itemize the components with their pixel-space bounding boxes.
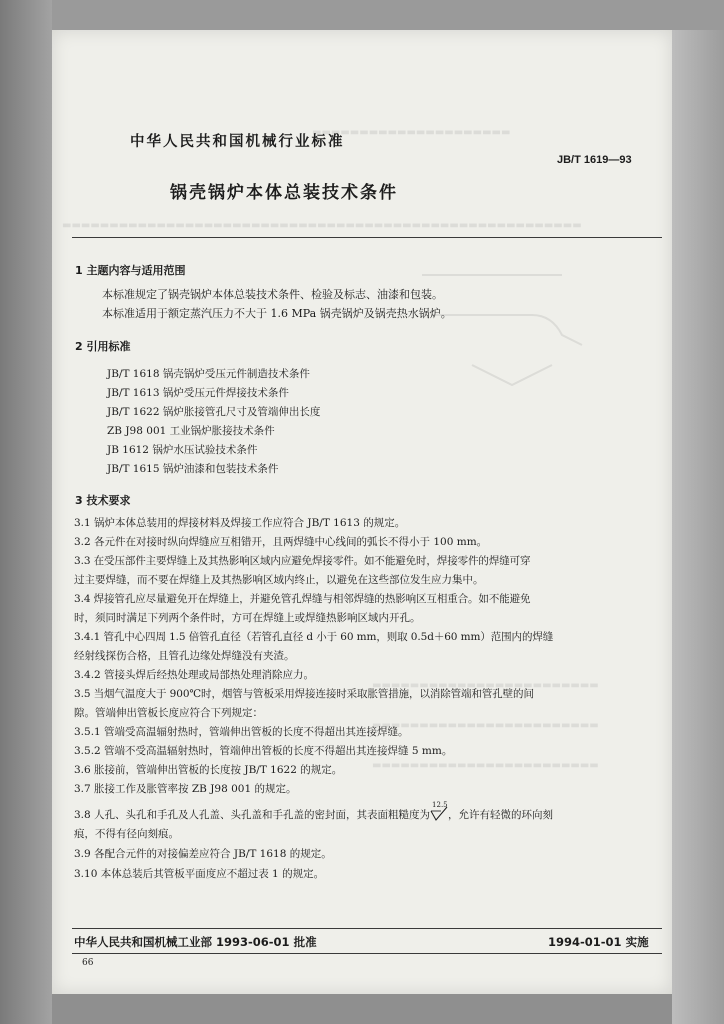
section-2-heading: 2 引用标准 <box>75 340 131 353</box>
bleed-through: ▬▬▬▬▬▬▬▬▬▬▬▬▬▬▬▬▬▬▬▬▬▬▬▬ <box>372 760 599 771</box>
section-1-heading: 1 主题内容与适用范围 <box>75 264 186 277</box>
reference-item: JB 1612 锅炉水压试验技术条件 <box>107 444 258 456</box>
clause-3-4-2: 3.4.2 管接头焊后经热处理或局部热处理消除应力。 <box>74 669 315 681</box>
clause-3-2: 3.2 各元件在对接时纵向焊缝应互相错开，且两焊缝中心线间的弧长不得小于 100 mm。 <box>74 536 488 548</box>
approval-line: 中华人民共和国机械工业部 1993-06-01 批准 <box>74 935 317 949</box>
bleed-through: ▬▬▬▬▬▬▬▬▬▬▬▬▬▬▬▬▬▬▬▬▬▬▬▬ <box>372 720 599 731</box>
reference-item: JB/T 1615 锅炉油漆和包装技术条件 <box>107 463 279 475</box>
page-number: 66 <box>82 958 94 968</box>
scan-right-edge <box>672 30 724 1024</box>
clause-3-5-2: 3.5.2 管端不受高温辐射热时，管端伸出管板的长度不得超出其连接焊缝 5 mm。 <box>74 745 453 757</box>
clause-3-5-cont: 隙。管端伸出管板长度应符合下列规定： <box>74 707 263 719</box>
footer-divider <box>72 928 662 929</box>
clause-3-9: 3.9 各配合元件的对接偏差应符合 JB/T 1618 的规定。 <box>74 848 332 860</box>
implementation-date: 1994-01-01 实施 <box>548 935 649 949</box>
clause-3-8-cont: 痕，不得有径向刻痕。 <box>74 828 179 840</box>
clause-3-8-text-tail: ，允许有轻微的环向刻 <box>448 809 554 821</box>
scan-left-edge <box>0 0 52 1024</box>
footer-bottom-divider <box>72 953 662 954</box>
roughness-value: 12.5 <box>432 801 448 809</box>
clause-3-4-1: 3.4.1 管孔中心四周 1.5 倍管孔直径（若管孔直径 d 小于 60 mm，则取 0.5d＋60 mm）范围内的焊缝 <box>74 631 554 643</box>
clause-3-6: 3.6 胀接前，管端伸出管板的长度按 JB/T 1622 的规定。 <box>74 764 343 776</box>
bleed-through: ▬▬▬▬▬▬▬▬▬▬▬▬▬▬▬▬▬▬▬▬▬ <box>312 127 511 138</box>
bleed-through: ▬▬▬▬▬▬▬▬▬▬▬▬▬▬▬▬▬▬▬▬▬▬▬▬▬▬▬▬▬▬▬▬▬▬▬▬▬▬▬▬▬▬▬▬▬▬▬▬▬▬▬▬▬▬▬ <box>62 220 582 231</box>
scan-top-edge <box>52 0 724 30</box>
clause-3-7: 3.7 胀接工作及胀管率按 ZB J98 001 的规定。 <box>74 783 297 795</box>
reference-item: JB/T 1618 锅壳锅炉受压元件制造技术条件 <box>107 368 310 380</box>
bleed-through-figure <box>412 255 592 435</box>
clause-3-5: 3.5 当烟气温度大于 900℃时，烟管与管板采用焊接连接时采取胀管措施，以消除管端和管孔壁的间 <box>74 688 534 700</box>
industry-standard-title: 中华人民共和国机械行业标准 <box>130 134 345 150</box>
document-title: 锅壳锅炉本体总装技术条件 <box>170 183 398 203</box>
document-page <box>52 30 672 994</box>
clause-3-10: 3.10 本体总装后其管板平面度应不超过表 1 的规定。 <box>74 868 325 880</box>
clause-3-8-text: 3.8 人孔、头孔和手孔及人孔盖、头孔盖和手孔盖的密封面，其表面粗糙度为 <box>74 809 431 821</box>
surface-roughness-symbol <box>430 801 448 822</box>
clause-3-3-cont: 过主要焊缝，而不要在焊缝上及其热影响区域内终止，以避免在这些部位发生应力集中。 <box>74 574 484 586</box>
standard-code: JB/T 1619—93 <box>557 154 632 166</box>
clause-3-8 <box>74 801 672 822</box>
reference-item: ZB J98 001 工业锅炉胀接技术条件 <box>107 425 275 437</box>
roughness-check-icon <box>430 806 448 822</box>
reference-item: JB/T 1622 锅炉胀接管孔尺寸及管端伸出长度 <box>107 406 321 418</box>
clause-3-4-1-cont: 经射线探伤合格，且管孔边缘处焊缝没有夹渣。 <box>74 650 295 662</box>
section-3-heading: 3 技术要求 <box>75 494 131 507</box>
clause-3-1: 3.1 锅炉本体总装用的焊接材料及焊接工作应符合 JB/T 1613 的规定。 <box>74 517 406 529</box>
clause-3-4-cont: 时，须同时满足下列两个条件时，方可在焊缝上或焊缝热影响区域内开孔。 <box>74 612 421 624</box>
reference-item: JB/T 1613 锅炉受压元件焊接技术条件 <box>107 387 289 399</box>
header-divider <box>72 237 662 238</box>
section-1-paragraph: 本标准规定了锅壳锅炉本体总装技术条件、检验及标志、油漆和包装。 <box>102 288 443 301</box>
section-1-paragraph: 本标准适用于额定蒸汽压力不大于 1.6 MPa 锅壳锅炉及锅壳热水锅炉。 <box>102 307 452 320</box>
clause-3-5-1: 3.5.1 管端受高温辐射热时，管端伸出管板的长度不得超出其连接焊缝。 <box>74 726 409 738</box>
clause-3-3: 3.3 在受压部件主要焊缝上及其热影响区域内应避免焊接零件。如不能避免时，焊接零件的焊缝可穿 <box>74 555 531 567</box>
bleed-through: ▬▬▬▬▬▬▬▬▬▬▬▬▬▬▬▬▬▬▬▬▬▬▬▬ <box>372 680 599 691</box>
clause-3-4: 3.4 焊接管孔应尽量避免开在焊缝上，并避免管孔焊缝与相邻焊缝的热影响区互相重合。如不能避免 <box>74 593 531 605</box>
